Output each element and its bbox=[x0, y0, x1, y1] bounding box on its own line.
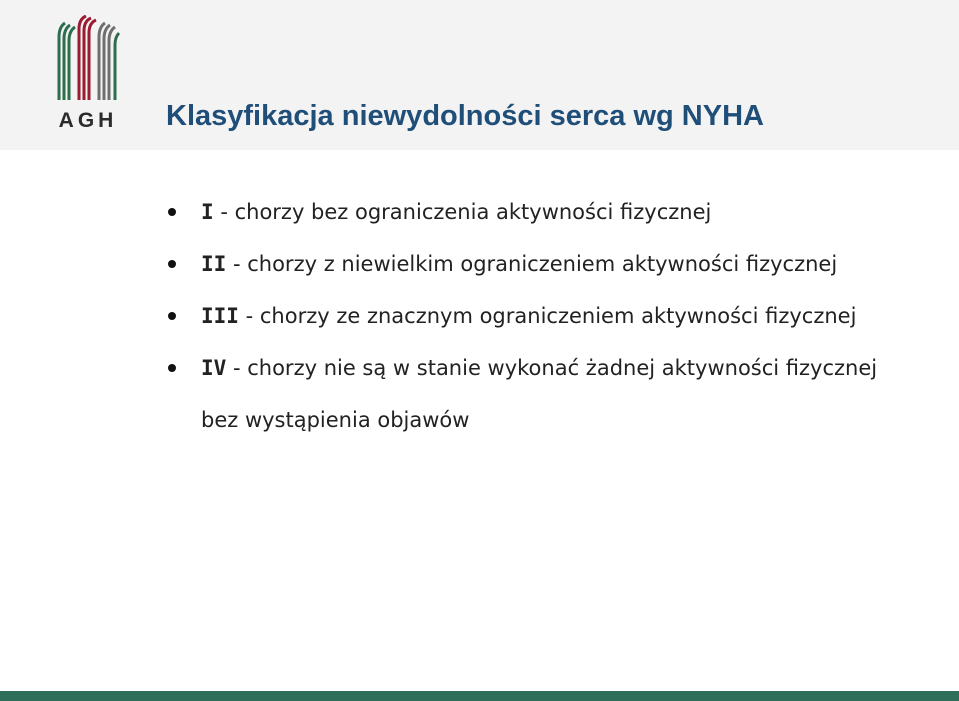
agh-logo bbox=[55, 15, 121, 135]
nyha-class: III bbox=[201, 304, 239, 328]
nyha-class: IV bbox=[201, 356, 227, 380]
slide-title: Klasyfikacja niewydolności serca wg NYHA bbox=[166, 100, 764, 132]
list-item bbox=[168, 290, 888, 342]
logo-text: AGH bbox=[58, 109, 118, 132]
bottom-bar bbox=[0, 691, 959, 701]
list-item bbox=[168, 238, 888, 290]
bullet-list bbox=[168, 186, 888, 446]
list-item bbox=[168, 342, 888, 446]
nyha-description: - chorzy bez ograniczenia aktywności fizycznej bbox=[213, 200, 712, 224]
nyha-description: - chorzy z niewielkim ograniczeniem aktywności fizycznej bbox=[226, 252, 838, 276]
bullet-icon bbox=[168, 208, 176, 216]
list-item bbox=[168, 186, 888, 238]
nyha-class: I bbox=[201, 200, 214, 224]
nyha-class: II bbox=[201, 252, 227, 276]
nyha-description: - chorzy nie są w stanie wykonać żadnej aktywności fizycznej bez wystąpienia objawów bbox=[201, 356, 878, 432]
nyha-description: - chorzy ze znacznym ograniczeniem aktywności fizycznej bbox=[238, 304, 857, 328]
bullet-icon bbox=[168, 312, 176, 320]
bullet-icon bbox=[168, 260, 176, 268]
agh-logo-mark-icon bbox=[55, 15, 121, 105]
bullet-icon bbox=[168, 364, 176, 372]
